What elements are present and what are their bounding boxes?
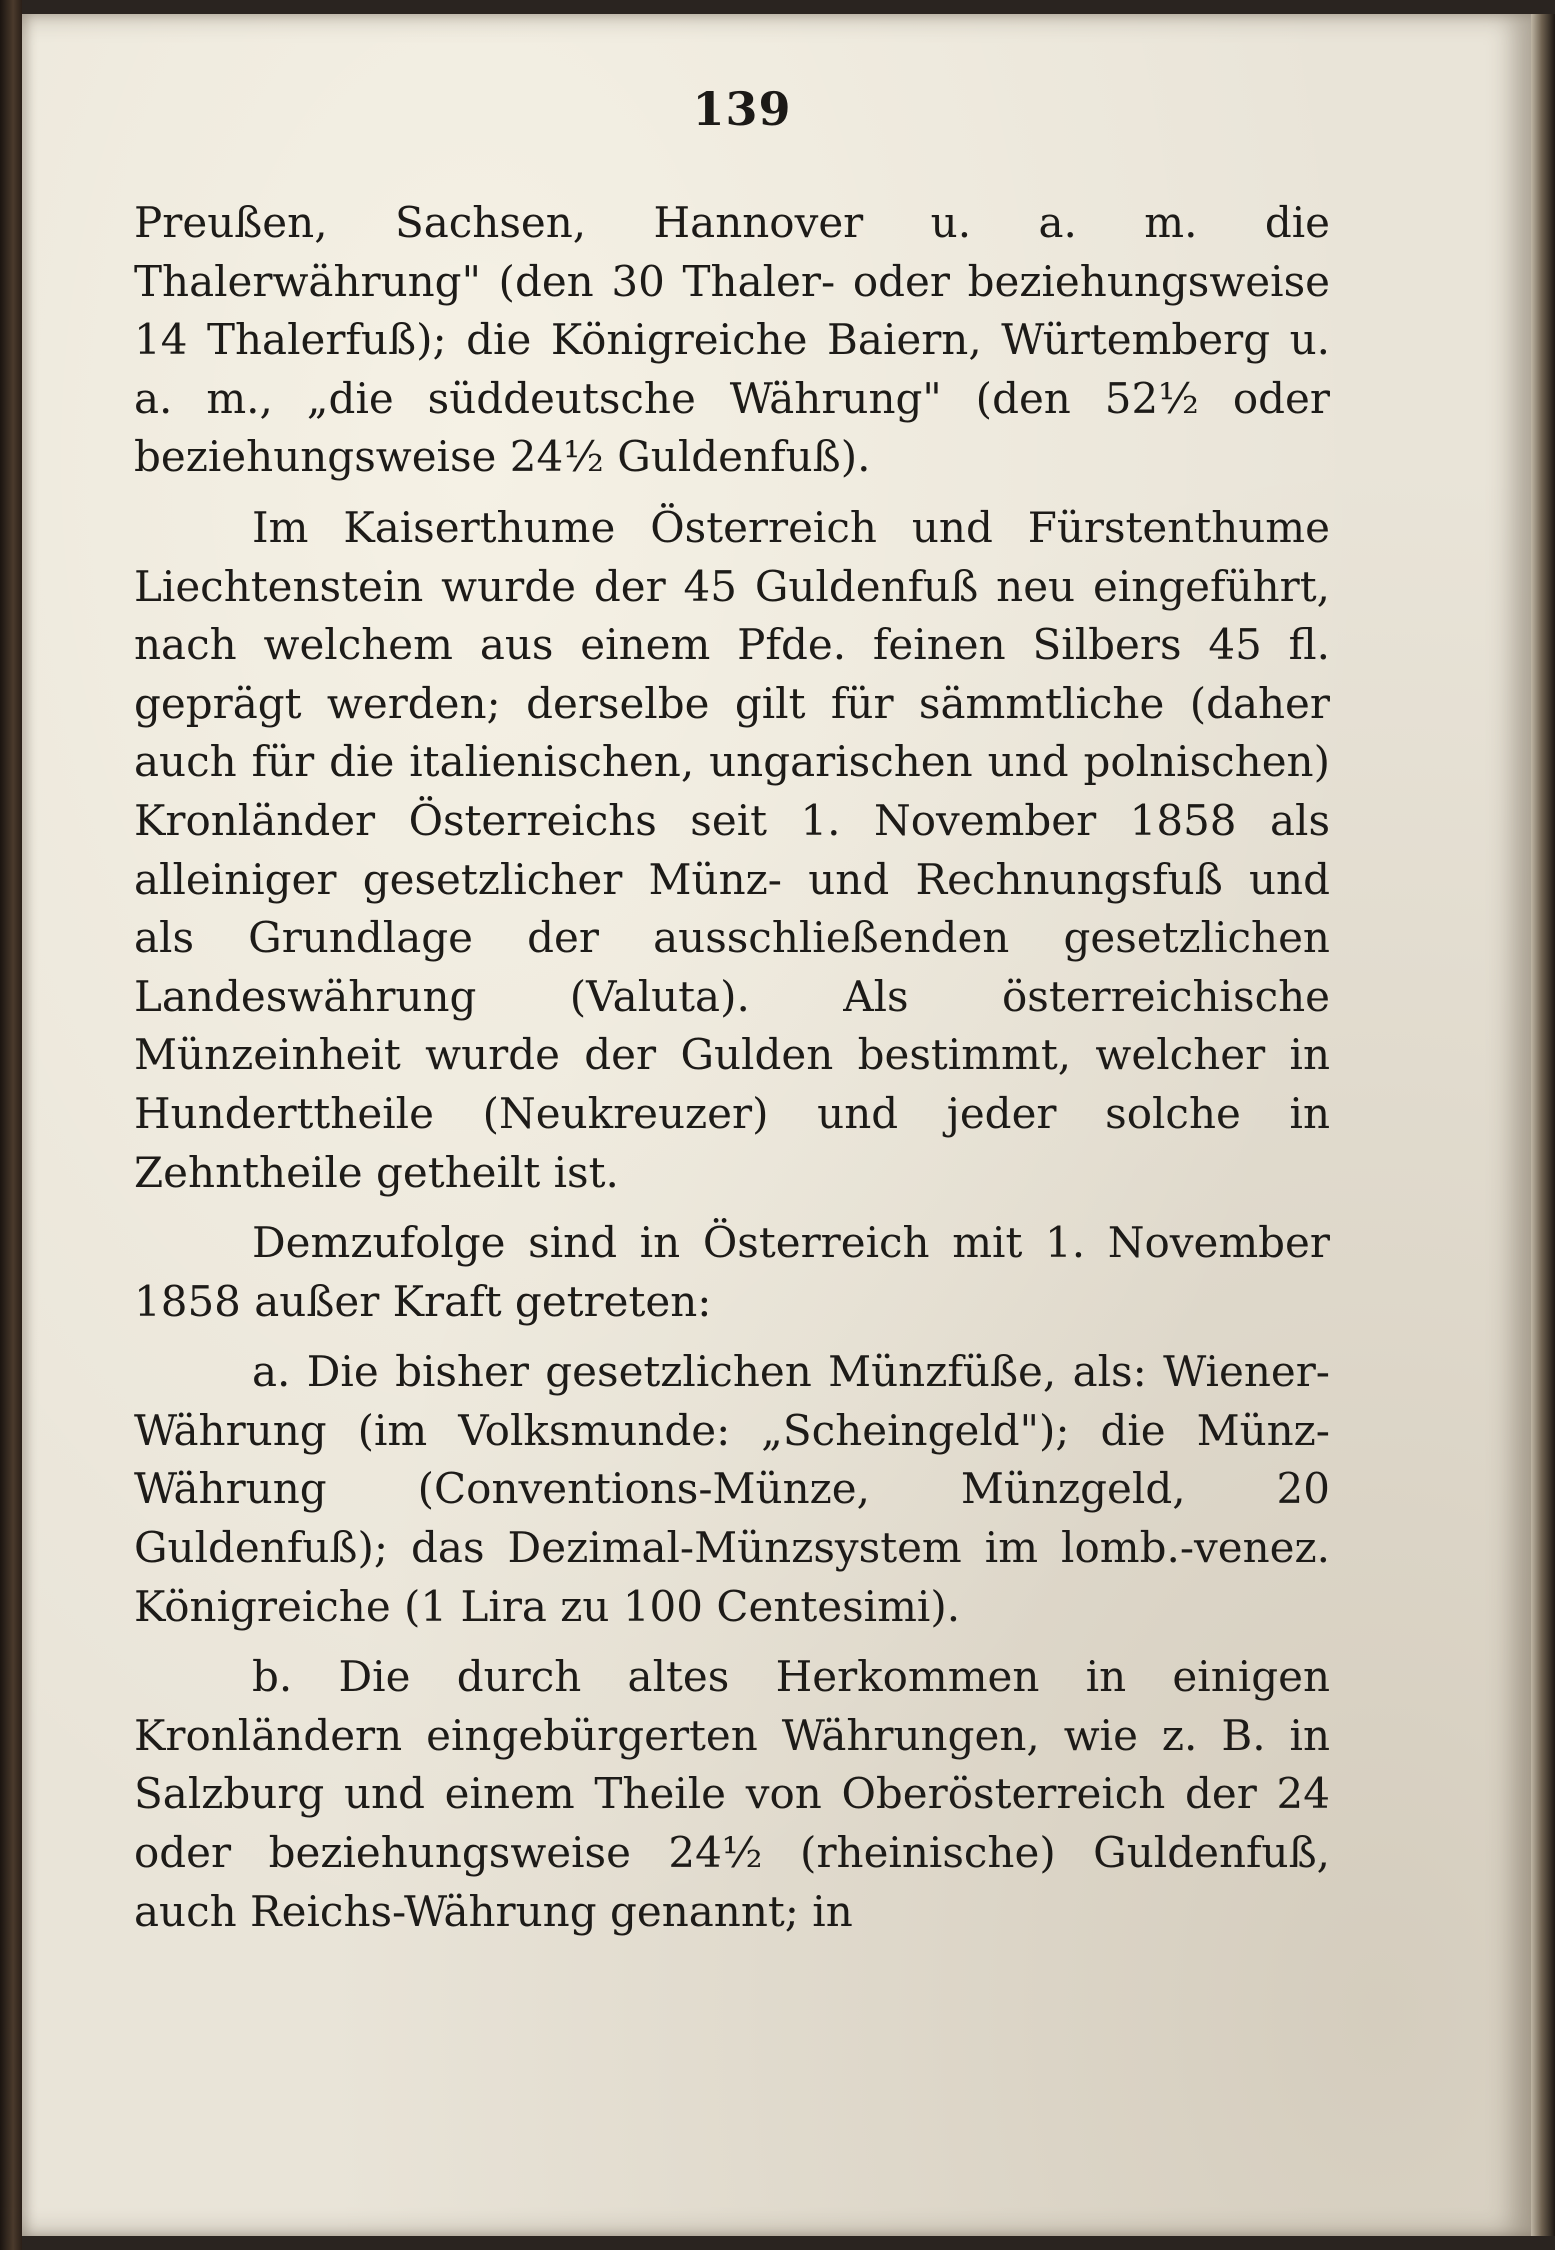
- paragraph-continued: Preußen, Sachsen, Hannover u. a. m. die Thalerwährung" (den 30 Thaler- oder beziehungsweise 14 Thalerfuß); die Königreiche Baiern, Würtemberg u. a. m., „die süddeutsche Währung" (den 52½ oder beziehungsweise 24½ Guldenfuß).: [134, 198, 1330, 482]
- page-fore-edge: [1531, 14, 1555, 2236]
- list-item-a: a. Die bisher gesetzlichen Münzfüße, als: Wiener-Währung (im Volksmunde: „Scheingeld"); die Münz-Währung (Conventions-Münze, Münzgeld, 20 Guldenfuß); das Dezimal-Münzsystem im lomb.-venez. Königreiche (1 Lira zu 100 Centesimi).: [134, 1347, 1330, 1631]
- page-number: 139: [692, 82, 792, 136]
- book-binding-edge: [0, 0, 22, 2250]
- body-text: [134, 194, 1330, 1953]
- paragraph-kaiserthum: Im Kaiserthume Österreich und Fürstenthume Liechtenstein wurde der 45 Guldenfuß neu eingeführt, nach welchem aus einem Pfde. feinen Silbers 45 fl. geprägt werden; derselbe gilt für sämmtliche (daher auch für die italienischen, ungarischen und polnischen) Kronländer Österreichs seit 1. November 1858 als alleiniger gesetzlicher Münz- und Rechnungsfuß und als Grundlage der ausschließenden gesetzlichen Landeswährung (Valuta). Als österreichische Münzeinheit wurde der Gulden bestimmt, welcher in Hunderttheile (Neukreuzer) und jeder solche in Zehntheile getheilt ist.: [134, 502, 1330, 1197]
- paragraph-demzufolge: Demzufolge sind in Österreich mit 1. November 1858 außer Kraft getreten:: [134, 1218, 1330, 1326]
- list-item-b: b. Die durch altes Herkommen in einigen Kronländern eingebürgerten Währungen, wie z. B. in Salzburg und einem Theile von Oberösterreich der 24 oder beziehungsweise 24½ (rheinische) Guldenfuß, auch Reichs-Währung genannt; in: [134, 1652, 1330, 1936]
- page-sheet: [22, 14, 1532, 2236]
